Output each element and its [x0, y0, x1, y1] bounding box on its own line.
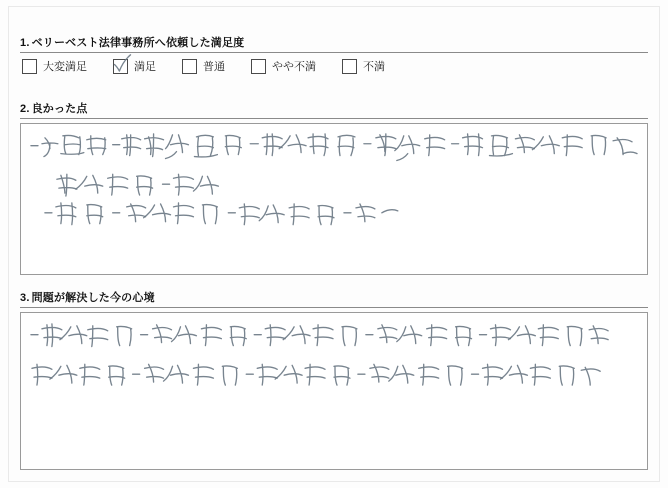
question-3-title-text: 問題が解決した今の心境	[31, 292, 155, 304]
choice-neutral[interactable]	[182, 58, 225, 74]
question-3-answer-area[interactable]	[20, 312, 648, 470]
checkbox-neutral[interactable]	[182, 59, 197, 74]
question-1	[20, 34, 648, 53]
question-3-handwriting	[21, 313, 647, 469]
question-3-title	[20, 289, 648, 305]
question-2-title-text: 良かった点	[31, 103, 88, 115]
choice-label-somewhat-dissatisfied: やや不満	[272, 61, 316, 73]
question-1-title	[20, 34, 648, 50]
checkbox-satisfied[interactable]	[113, 59, 128, 74]
question-3-answer-line-2	[21, 313, 22, 314]
checkbox-dissatisfied[interactable]	[342, 59, 357, 74]
question-2-handwriting	[21, 124, 647, 274]
question-1-choices	[22, 58, 385, 74]
question-3-number: 3.	[20, 292, 30, 304]
check-icon	[111, 53, 133, 75]
question-3-answer-line-1	[21, 313, 22, 314]
question-2-answer-line-2	[21, 124, 22, 125]
choice-label-dissatisfied: 不満	[363, 61, 385, 73]
question-2-answer-line-1	[21, 124, 22, 125]
choice-very-satisfied[interactable]	[22, 58, 87, 74]
choice-label-very-satisfied: 大変満足	[43, 61, 87, 73]
choice-satisfied[interactable]	[113, 58, 156, 74]
choice-somewhat-dissatisfied[interactable]	[251, 58, 316, 74]
checkbox-somewhat-dissatisfied[interactable]	[251, 59, 266, 74]
question-1-underline	[20, 52, 648, 53]
choice-label-satisfied: 満足	[134, 61, 156, 73]
question-3	[20, 289, 648, 308]
question-1-title-text: ベリーベスト法律事務所へ依頼した満足度	[31, 37, 245, 49]
choice-dissatisfied[interactable]	[342, 58, 385, 74]
question-2-answer-area[interactable]	[20, 123, 648, 275]
question-1-number: 1.	[20, 37, 30, 49]
question-3-underline	[20, 307, 648, 308]
choice-label-neutral: 普通	[203, 61, 225, 73]
question-2-underline	[20, 118, 648, 119]
question-2-number: 2.	[20, 103, 30, 115]
question-2	[20, 100, 648, 119]
question-2-title	[20, 100, 648, 116]
checkbox-very-satisfied[interactable]	[22, 59, 37, 74]
